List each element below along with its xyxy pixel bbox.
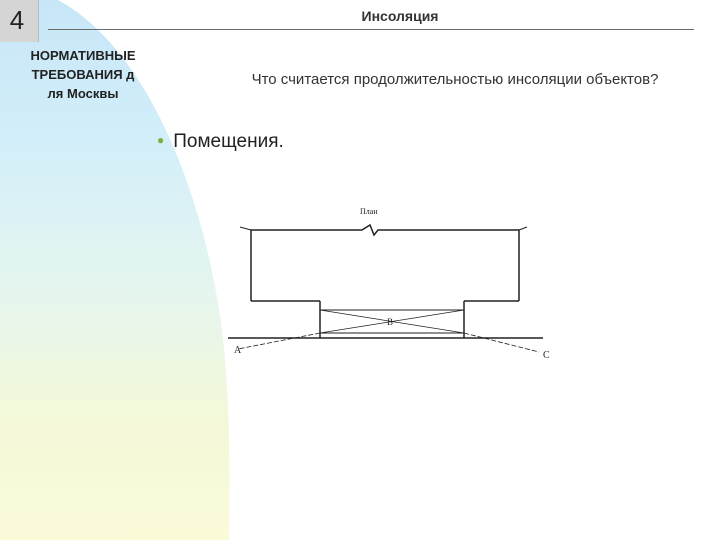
ray-c xyxy=(464,333,539,352)
diagram-label-a: A xyxy=(234,345,242,356)
diagram-label-c: C xyxy=(543,350,550,361)
roof-extension-right xyxy=(519,227,527,230)
building-outline xyxy=(251,225,519,301)
diagram-plan-label: План xyxy=(360,207,378,216)
sidebar-heading: НОРМАТИВНЫЕ ТРЕБОВАНИЯ для Москвы xyxy=(30,48,136,101)
roof-extension-left xyxy=(240,227,251,230)
header-title: Инсоляция xyxy=(361,8,439,24)
bullet-marker-icon: ● xyxy=(157,133,165,147)
header-divider xyxy=(48,29,694,30)
slide-number-box xyxy=(0,0,39,42)
bullet-item xyxy=(157,131,284,153)
bullet-text: Помещения. xyxy=(173,131,284,152)
question-text: Что считается продолжительностью инсоляции объектов? xyxy=(251,71,659,88)
slide-number: 4 xyxy=(9,5,25,35)
diagram-label-b: B xyxy=(387,317,394,327)
ray-a xyxy=(238,333,320,349)
insolation-plan-diagram xyxy=(225,200,565,375)
